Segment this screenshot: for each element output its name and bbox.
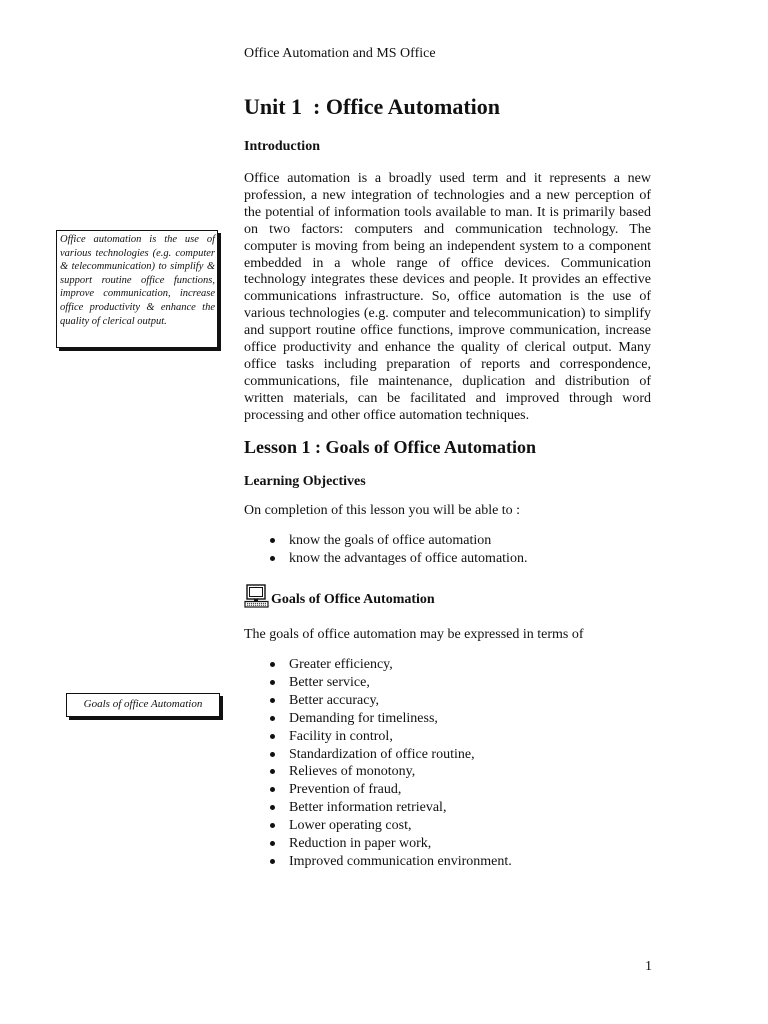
list-item: Better accuracy, — [244, 692, 512, 710]
list-item: Better service, — [244, 674, 512, 692]
introduction-heading: Introduction — [244, 139, 320, 154]
list-item: know the goals of office automation — [244, 532, 527, 550]
objectives-list — [244, 532, 527, 568]
sidebar-note-office-automation — [56, 230, 218, 348]
running-header: Office Automation and MS Office — [244, 46, 436, 61]
list-item: Greater efficiency, — [244, 656, 512, 674]
computer-icon — [244, 584, 270, 608]
introduction-paragraph: Office automation is a broadly used term and it represents a new profession, a new integration of technologies and a new perception of the potential of information tools available to man. It is primarily based on two factors: computers and communication technology. The computer is moving from being an independent system to a component embedded in a whole range of office devices. Communication technology integrates these devices and people. It provides an effective communications infrastructure. So, office automation is the use of various technologies (e.g. computer and telecommunication) to simplify and support routine office functions, improve communication, increase office productivity and enhance the quality of clerical output. Many office tasks including preparation of reports and correspondence, communications, file maintenance, duplication and distribution of written materials, can be facilitated and improved through word processing and other office automation techniques. — [244, 171, 651, 423]
goals-list — [244, 656, 512, 871]
lesson-title: Lesson 1 : Goals of Office Automation — [244, 437, 536, 457]
list-item: Reduction in paper work, — [244, 835, 512, 853]
list-item: Relieves of monotony, — [244, 763, 512, 781]
list-item: Lower operating cost, — [244, 817, 512, 835]
list-item: Improved communication environment. — [244, 853, 512, 871]
sidebar-note-text: Goals of office Automation — [83, 698, 203, 710]
page-number: 1 — [645, 959, 652, 974]
objectives-intro: On completion of this lesson you will be able to : — [244, 503, 521, 518]
list-item: Facility in control, — [244, 728, 512, 746]
goals-heading — [244, 584, 435, 608]
sidebar-note-text: Office automation is the use of various technologies (e.g. computer & telecommunication) to simplify & support routine office functions, improve communication, increase office productivity & enhance the quality of clerical output. — [60, 234, 215, 327]
goals-intro: The goals of office automation may be expressed in terms of — [244, 627, 584, 642]
list-item: Demanding for timeliness, — [244, 710, 512, 728]
list-item: Standardization of office routine, — [244, 746, 512, 764]
learning-objectives-heading: Learning Objectives — [244, 474, 366, 489]
list-item: know the advantages of office automation. — [244, 550, 527, 568]
list-item: Better information retrieval, — [244, 799, 512, 817]
list-item: Prevention of fraud, — [244, 781, 512, 799]
unit-title: Unit 1 : Office Automation — [244, 94, 501, 119]
goals-heading-label: Goals of Office Automation — [271, 592, 435, 607]
sidebar-note-goals — [66, 693, 220, 717]
